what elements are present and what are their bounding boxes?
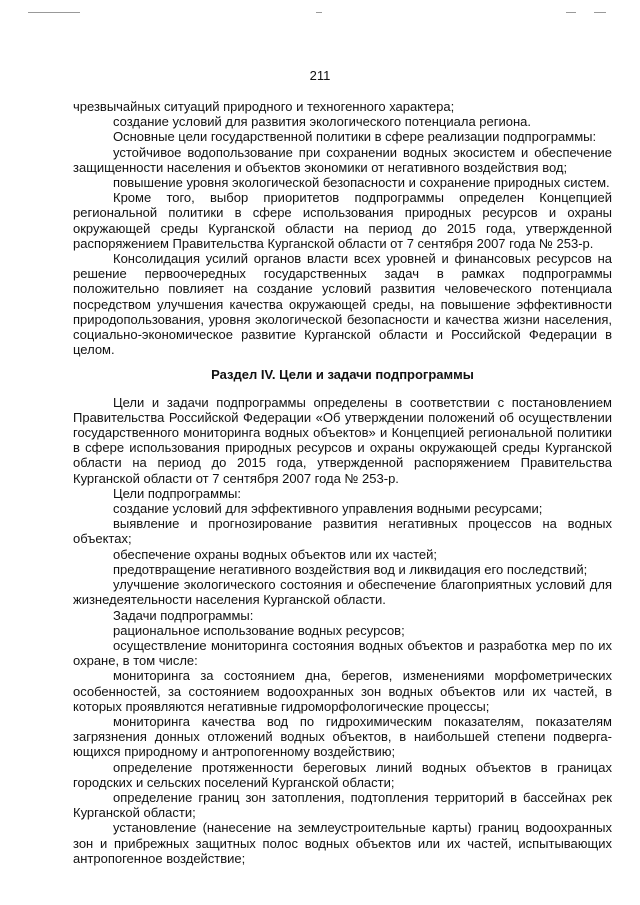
page-number: 211 — [309, 68, 331, 83]
paragraph: устойчивое водопользование при сохранении водных экосистем и обеспечение защищенности населения и объектов экономики от негативного воздействия вод; — [73, 144, 612, 175]
scan-mark-right-2 — [594, 12, 606, 13]
paragraph: предотвращение негативного воздействия вод и ликвидация его последствий; — [113, 561, 588, 577]
paragraph: улучшение экологического состояния и обеспечение благоприятных условий для жизнедеятельности населения Курганской области. — [73, 577, 612, 608]
paragraph: установление (нанесение на землеустроительные карты) границ водоохранных зон и прибрежных защитных полос водных объектов или их частей, испытывающих антропогенное воздействие; — [73, 820, 612, 866]
paragraph: определение протяженности береговых линий водных объектов в границах городских и сельских поселений Курганской области; — [73, 759, 612, 790]
paragraph: Основные цели государственной политики в сфере реализации подпрограммы: — [113, 129, 597, 145]
section-intro — [73, 99, 612, 357]
paragraph: Цели и задачи подпрограммы определены в соответствии с постановлением Правительства Российской Федерации «Об утверждении положений об осуществлении государственного мониторинга водных объектов» и Концепцией региональной политики в сфере использования природных ресурсов и охраны окружающей среды Курганской области на период до 2015 года, утвержденной распоряжением Правительства Курганской области от 7 сентября 2007 года № 253-р. — [73, 394, 612, 486]
scan-mark-left — [28, 12, 80, 13]
paragraph: осуществление мониторинга состояния водных объектов и разработка мер по их охране, в том числе: — [73, 637, 612, 669]
paragraph: чрезвычайных ситуаций природного и техногенного характера; — [73, 99, 455, 114]
paragraph: мониторинга качества вод по гидрохимическим показателям, показателям загрязнения донных отложений водных объектов, в наибольшей степени подвергающихся природному и антропогенному воздействию; — [73, 713, 612, 760]
paragraph: Кроме того, выбор приоритетов подпрограммы определен Концепцией региональной политики в сфере использования природных ресурсов и охраны окружающей среды Курганской области на период до 2015 года, утвержденной распоряжением Правительства Курганской области от 7 сентября 2007 года № 253-р. — [73, 190, 612, 251]
section-heading: Раздел IV. Цели и задачи подпрограммы — [211, 367, 474, 383]
paragraph: повышение уровня экологической безопасности и сохранение природных систем. — [113, 175, 610, 191]
scan-mark-right-1 — [566, 12, 576, 13]
paragraph: Консолидация усилий органов власти всех уровней и финансовых ресурсов на решение первоочередных государственных задач в рамках подпрограммы положительно повлияет на создание условий развития человеческого потенциала посредством улучшения качества окружающей среды, на повышение эффективности природопользования, уровня экологической безопасности и качества жизни населения, социально-экономическое развитие Курганской области и Российской Федерации в целом. — [73, 251, 612, 358]
paragraph: создание условий для развития экологического потенциала региона. — [113, 114, 532, 130]
scan-mark-center — [316, 12, 322, 13]
section-goals-tasks — [73, 395, 612, 866]
paragraph: мониторинга за состоянием дна, берегов, изменениями морфометрических особенностей, за состоянием водоохранных зон водных объектов или их частей, в которых проявляются негативные гидроморфологические процессы; — [73, 668, 612, 714]
paragraph: определение границ зон затопления, подтопления территорий в бассейнах рек Курганской области; — [73, 789, 612, 821]
paragraph: обеспечение охраны водных объектов или их частей; — [113, 546, 437, 562]
document-body — [73, 99, 612, 866]
paragraph: Задачи подпрограммы: — [113, 607, 254, 623]
paragraph: рациональное использование водных ресурсов; — [113, 622, 405, 638]
paragraph: Цели подпрограммы: — [113, 485, 241, 501]
paragraph: создание условий для эффективного управления водными ресурсами; — [113, 501, 543, 517]
paragraph: выявление и прогнозирование развития негативных процессов на водных объектах; — [73, 516, 612, 547]
